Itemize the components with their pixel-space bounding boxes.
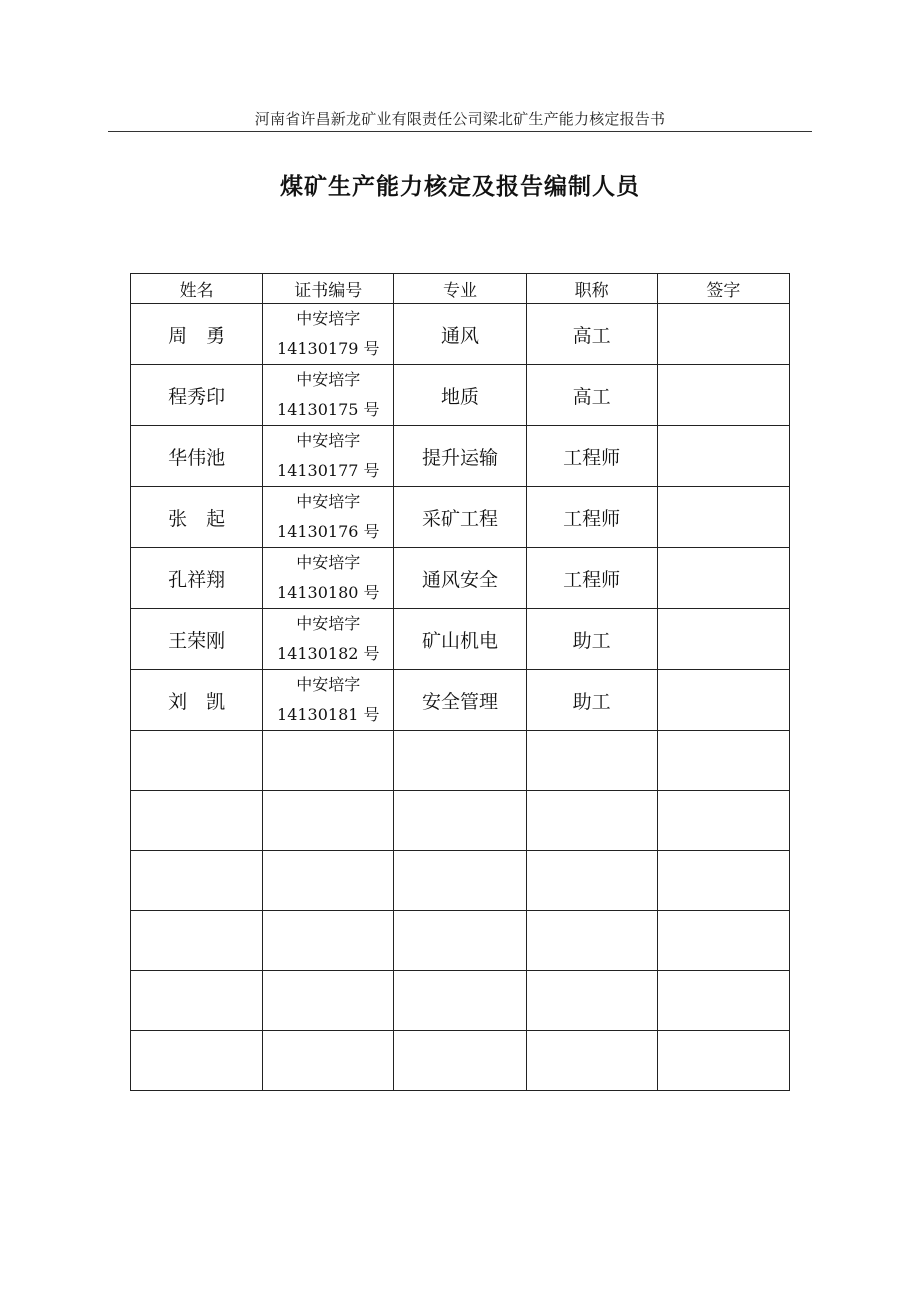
table-header-row	[131, 274, 790, 304]
cell-name: 华伟池	[131, 426, 263, 487]
empty-cell	[394, 971, 526, 1031]
cell-specialty: 地质	[394, 365, 526, 426]
cert-number: 14130179 号	[277, 339, 380, 358]
table-row	[131, 365, 790, 426]
cert-number: 14130182 号	[277, 644, 380, 663]
empty-table-row	[131, 1031, 790, 1091]
cell-title: 工程师	[526, 548, 657, 609]
empty-cell	[526, 1031, 657, 1091]
empty-cell	[394, 791, 526, 851]
cell-cert	[263, 609, 394, 670]
cell-title: 助工	[526, 670, 657, 731]
cert-prefix: 中安培字	[296, 614, 361, 633]
cell-name: 孔祥翔	[131, 548, 263, 609]
empty-table-row	[131, 851, 790, 911]
empty-cell	[526, 731, 657, 791]
cell-specialty: 矿山机电	[394, 609, 526, 670]
cert-prefix: 中安培字	[296, 675, 361, 694]
column-header-title: 职称	[526, 274, 657, 304]
cell-title: 高工	[526, 304, 657, 365]
cell-signature	[657, 426, 789, 487]
cell-signature	[657, 304, 789, 365]
cert-number: 14130175 号	[277, 400, 380, 419]
cell-title: 高工	[526, 365, 657, 426]
empty-cell	[657, 851, 789, 911]
cell-signature	[657, 670, 789, 731]
empty-cell	[131, 971, 263, 1031]
cert-number: 14130180 号	[277, 583, 380, 602]
cert-prefix: 中安培字	[296, 492, 361, 511]
table-row	[131, 304, 790, 365]
cell-name: 程秀印	[131, 365, 263, 426]
empty-cell	[526, 911, 657, 971]
empty-cell	[394, 1031, 526, 1091]
cell-specialty: 安全管理	[394, 670, 526, 731]
empty-cell	[394, 911, 526, 971]
cell-signature	[657, 487, 789, 548]
empty-cell	[263, 911, 394, 971]
empty-cell	[131, 731, 263, 791]
empty-cell	[657, 1031, 789, 1091]
cert-prefix: 中安培字	[296, 431, 361, 450]
cell-cert	[263, 670, 394, 731]
cert-number: 14130176 号	[277, 522, 380, 541]
page-title: 煤矿生产能力核定及报告编制人员	[280, 174, 640, 200]
empty-cell	[263, 791, 394, 851]
empty-cell	[526, 851, 657, 911]
cell-title: 助工	[526, 609, 657, 670]
cell-title: 工程师	[526, 487, 657, 548]
cell-signature	[657, 548, 789, 609]
empty-table-row	[131, 971, 790, 1031]
cell-name: 王荣刚	[131, 609, 263, 670]
table-row	[131, 670, 790, 731]
empty-cell	[131, 791, 263, 851]
empty-cell	[131, 1031, 263, 1091]
cell-cert	[263, 487, 394, 548]
column-header-name: 姓名	[131, 274, 263, 304]
empty-cell	[263, 731, 394, 791]
cell-title: 工程师	[526, 426, 657, 487]
cell-signature	[657, 609, 789, 670]
empty-cell	[131, 851, 263, 911]
cell-specialty: 采矿工程	[394, 487, 526, 548]
cert-prefix: 中安培字	[296, 309, 361, 328]
empty-cell	[131, 911, 263, 971]
column-header-signature: 签字	[657, 274, 789, 304]
empty-table-row	[131, 731, 790, 791]
cell-name: 周 勇	[131, 304, 263, 365]
cell-signature	[657, 365, 789, 426]
cell-cert	[263, 365, 394, 426]
empty-cell	[394, 851, 526, 911]
cert-number: 14130181 号	[277, 705, 380, 724]
empty-cell	[657, 731, 789, 791]
cert-number: 14130177 号	[277, 461, 380, 480]
empty-cell	[263, 971, 394, 1031]
empty-cell	[657, 791, 789, 851]
cert-prefix: 中安培字	[296, 553, 361, 572]
column-header-cert: 证书编号	[263, 274, 394, 304]
table-row	[131, 487, 790, 548]
empty-cell	[657, 971, 789, 1031]
table-row	[131, 609, 790, 670]
empty-cell	[657, 911, 789, 971]
empty-cell	[526, 791, 657, 851]
empty-cell	[263, 1031, 394, 1091]
cert-prefix: 中安培字	[296, 370, 361, 389]
empty-cell	[526, 971, 657, 1031]
running-header: 河南省许昌新龙矿业有限责任公司梁北矿生产能力核定报告书	[254, 110, 666, 128]
empty-table-row	[131, 911, 790, 971]
cell-specialty: 通风安全	[394, 548, 526, 609]
column-header-specialty: 专业	[394, 274, 526, 304]
cell-name: 刘 凯	[131, 670, 263, 731]
empty-cell	[394, 731, 526, 791]
table-row	[131, 548, 790, 609]
staff-table	[130, 273, 790, 1091]
cell-cert	[263, 304, 394, 365]
cell-cert	[263, 426, 394, 487]
header-rule	[108, 131, 812, 132]
cell-cert	[263, 548, 394, 609]
table-row	[131, 426, 790, 487]
cell-specialty: 提升运输	[394, 426, 526, 487]
empty-cell	[263, 851, 394, 911]
cell-specialty: 通风	[394, 304, 526, 365]
empty-table-row	[131, 791, 790, 851]
cell-name: 张 起	[131, 487, 263, 548]
